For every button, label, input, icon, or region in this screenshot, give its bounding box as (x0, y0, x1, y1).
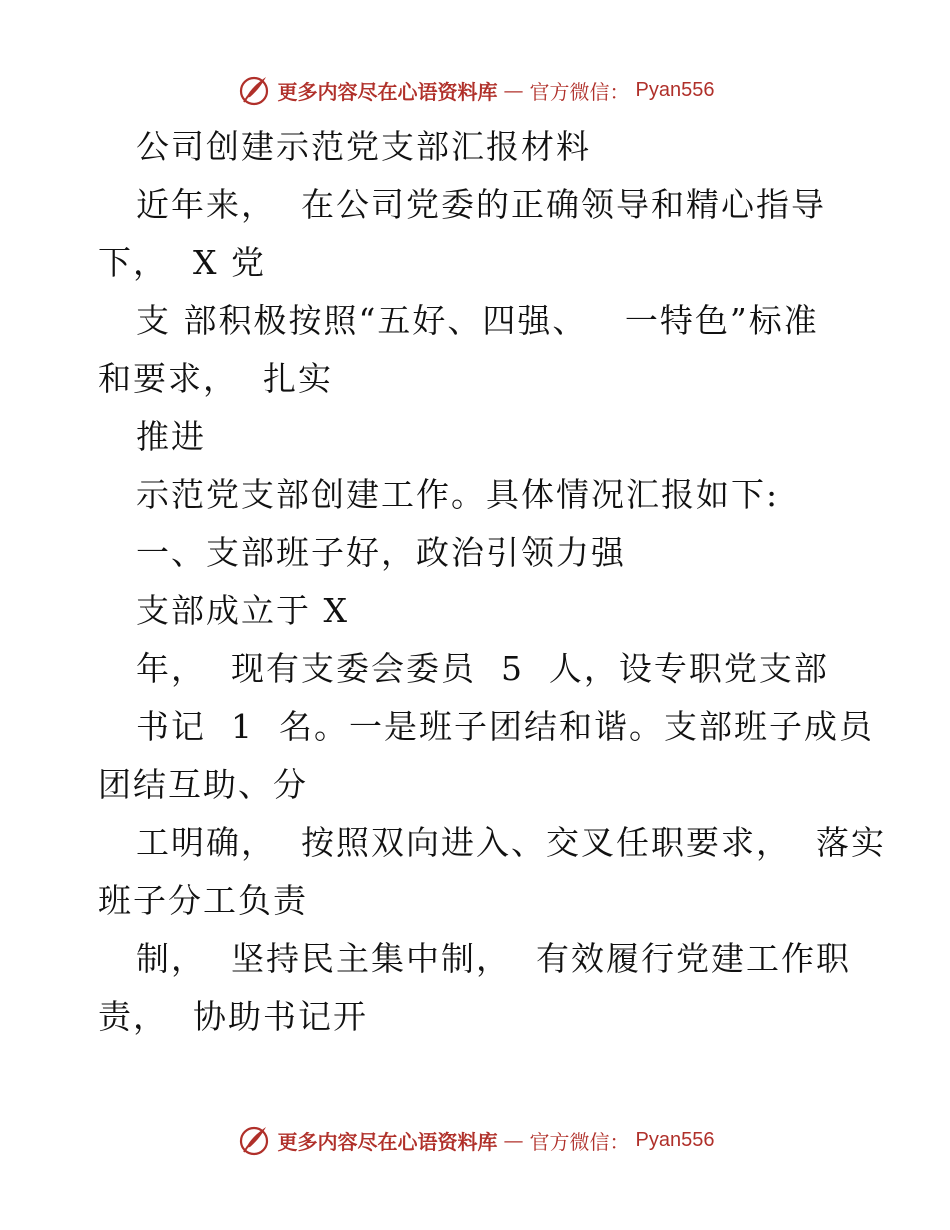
banner-wechat-id: Pyan556 (635, 1128, 715, 1151)
feather-pen-logo-icon (236, 1122, 272, 1158)
text-line: 支 部积极按照“五好、四强、 一特色”标准 (136, 301, 819, 340)
text-line: 责， 协助书记开 (98, 997, 368, 1036)
text-line: 推进 (136, 417, 206, 456)
text-line: 示范党支部创建工作。具体情况汇报如下: (136, 475, 780, 514)
text-line: 工明确， 按照双向进入、交叉任职要求， 落实 (136, 823, 886, 862)
text-line: 下， X 党 (98, 243, 266, 282)
banner-main-text: 更多内容尽在心语资料库 (277, 1129, 498, 1154)
text-line: 团结互助、分 (98, 765, 308, 804)
text-line: 近年来， 在公司党委的正确领导和精心指导 (136, 185, 826, 224)
banner-separator: — (503, 78, 524, 102)
footer-banner (0, 1120, 950, 1160)
document-body (98, 118, 886, 1046)
text-line: 书记 1 名。一是班子团结和谐。支部班子成员 (136, 707, 874, 746)
feather-pen-logo-icon (236, 72, 272, 108)
text-line: 和要求， 扎实 (98, 359, 333, 398)
banner-sub-text: 官方微信： (529, 1129, 630, 1154)
text-line: 支部成立于 X (136, 591, 349, 630)
banner-main-text: 更多内容尽在心语资料库 (277, 79, 498, 104)
banner-wechat-id: Pyan556 (635, 78, 715, 101)
text-line: 公司创建示范党支部汇报材料 (136, 127, 591, 166)
text-line: 制， 坚持民主集中制， 有效履行党建工作职 (136, 939, 851, 978)
banner-separator: — (503, 1128, 524, 1152)
text-line: 一、支部班子好，政治引领力强 (136, 533, 626, 572)
header-banner (0, 70, 950, 110)
text-line: 班子分工负责 (98, 881, 308, 920)
text-line: 年， 现有支委会委员 5 人，设专职党支部 (136, 649, 829, 688)
banner-sub-text: 官方微信： (529, 79, 630, 104)
